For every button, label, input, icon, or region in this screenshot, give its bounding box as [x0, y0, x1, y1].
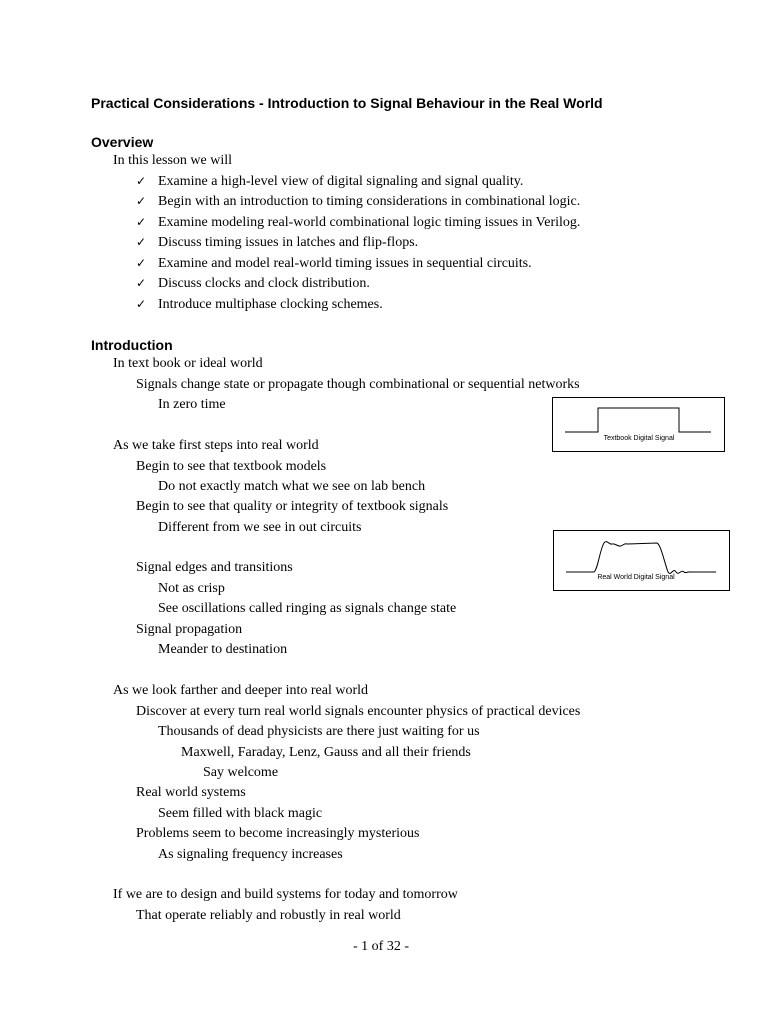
overview-heading: Overview [91, 134, 154, 150]
checkmark-icon: ✓ [136, 174, 147, 188]
checkmark-icon: ✓ [136, 194, 147, 208]
list-item-text: Begin with an introduction to timing considerations in combinational logic. [158, 194, 581, 209]
real-waveform [566, 542, 716, 574]
page-number: - 1 of 32 - [353, 939, 409, 954]
textbook-signal-figure [552, 397, 725, 452]
overview-intro: In this lesson we will [113, 153, 232, 168]
checkmark-icon: ✓ [136, 256, 147, 270]
checkmark-icon: ✓ [136, 215, 147, 229]
realworld-signal-label: Real World Digital Signal [597, 574, 675, 581]
intro-line: Seem filled with black magic [158, 806, 323, 821]
checkmark-icon: ✓ [136, 276, 147, 290]
intro-line: Signal propagation [136, 622, 243, 637]
list-item-text: Examine modeling real-world combinational logic timing issues in Verilog. [158, 215, 581, 230]
intro-line: Meander to destination [158, 642, 288, 657]
intro-line: Discover at every turn real world signals encounter physics of practical devices [136, 704, 581, 719]
intro-line: Maxwell, Faraday, Lenz, Gauss and all their friends [181, 745, 471, 760]
intro-line: Signal edges and transitions [136, 560, 293, 575]
intro-line: If we are to design and build systems for today and tomorrow [113, 887, 458, 902]
checkmark-icon: ✓ [136, 235, 147, 249]
intro-line: Real world systems [136, 785, 246, 800]
intro-line: Say welcome [203, 765, 279, 780]
intro-line: As signaling frequency increases [158, 847, 343, 862]
realworld-signal-figure [553, 530, 730, 591]
intro-line: That operate reliably and robustly in real world [136, 908, 401, 923]
intro-line: Begin to see that textbook models [136, 459, 327, 474]
intro-line: As we look farther and deeper into real world [113, 683, 369, 698]
intro-line: Thousands of dead physicists are there just waiting for us [158, 724, 480, 739]
intro-line: As we take first steps into real world [113, 438, 319, 453]
intro-line: Begin to see that quality or integrity of textbook signals [136, 499, 449, 514]
intro-line: In text book or ideal world [113, 356, 263, 371]
intro-line: Not as crisp [158, 581, 225, 596]
intro-line: Signals change state or propagate though combinational or sequential networks [136, 377, 580, 392]
intro-line: In zero time [158, 397, 226, 412]
page-title: Practical Considerations - Introduction to Signal Behaviour in the Real World [91, 95, 603, 111]
intro-line: Problems seem to become increasingly mysterious [136, 826, 420, 841]
ideal-waveform [565, 408, 711, 432]
list-item-text: Introduce multiphase clocking schemes. [158, 297, 383, 312]
checkmark-icon: ✓ [136, 297, 147, 311]
intro-line: Different from we see in out circuits [158, 520, 362, 535]
list-item-text: Discuss clocks and clock distribution. [158, 276, 370, 291]
intro-line: Do not exactly match what we see on lab bench [158, 479, 426, 494]
list-item-text: Examine and model real-world timing issues in sequential circuits. [158, 256, 532, 271]
list-item-text: Examine a high-level view of digital signaling and signal quality. [158, 174, 524, 189]
list-item-text: Discuss timing issues in latches and flip-flops. [158, 235, 419, 250]
textbook-signal-label: Textbook Digital Signal [603, 435, 675, 442]
introduction-heading: Introduction [91, 337, 173, 353]
intro-line: See oscillations called ringing as signals change state [158, 601, 457, 616]
